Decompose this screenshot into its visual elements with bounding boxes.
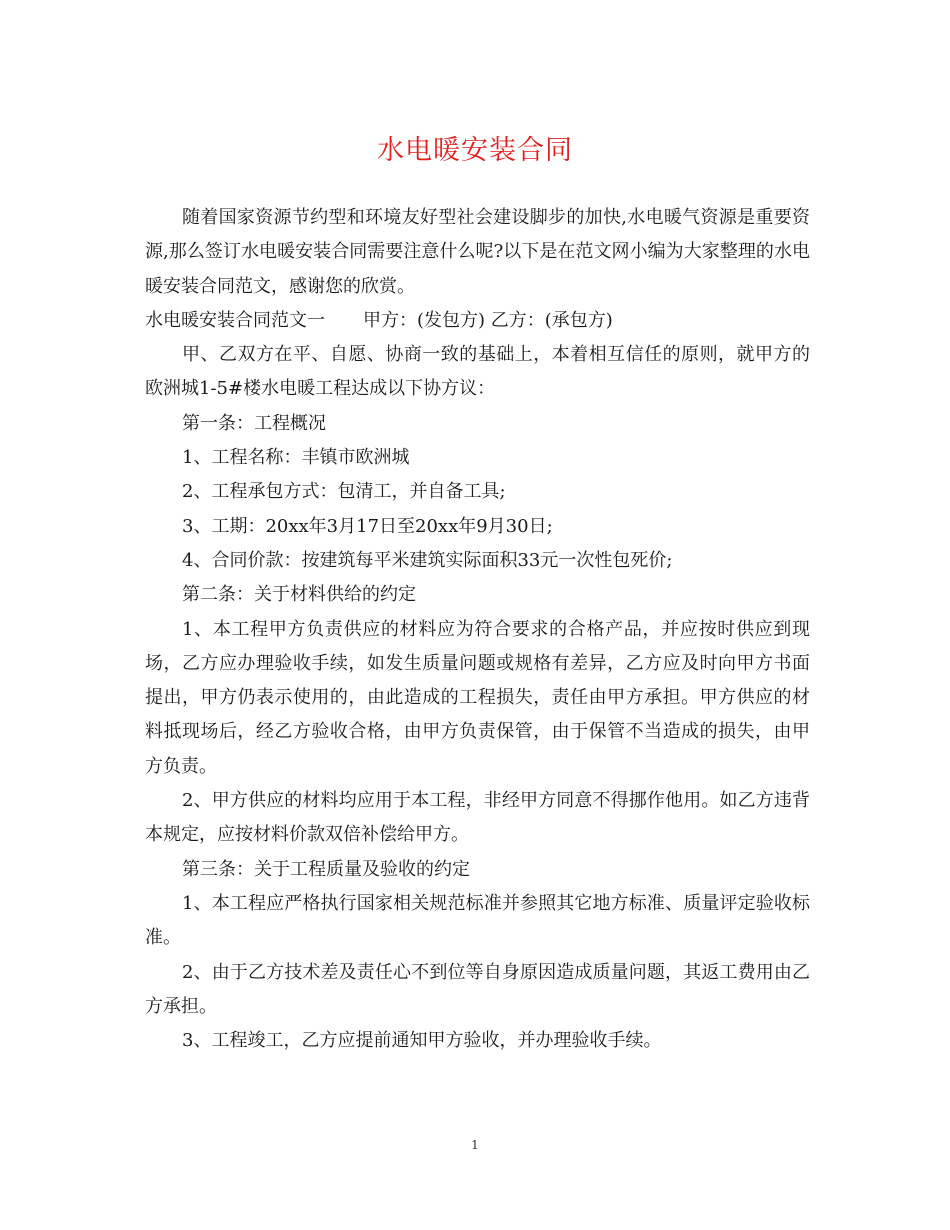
parties-line: 甲方：(发包方) 乙方：(承包方): [363, 309, 613, 331]
article-1-item: 2、工程承包方式：包清工，并自备工具;: [182, 481, 506, 503]
article-2-item: 1、本工程甲方负责供应的材料应为符合要求的合格产品，并应按时供应到现场，乙方应办理验收手续，如发生质量问题或规格有差异，乙方应及时向甲方书面提出，甲方仍表示使用的，由此造成的工程损失，责任由甲方承担。甲方供应的材料抵现场后，经乙方验收合格，由甲方负责保管，由于保管不当造成的损失，由甲方负责。: [145, 618, 810, 777]
article-2-item: 2、甲方供应的材料均应用于本工程，非经甲方同意不得挪作他用。如乙方违背本规定，应按材料价款双倍补偿给甲方。: [145, 790, 810, 846]
article-3-item: 1、本工程应严格执行国家相关规范标准并参照其它地方标准、质量评定验收标准。: [145, 892, 810, 949]
page-number: 1: [471, 1138, 479, 1152]
document-body: [145, 201, 810, 1058]
sample-heading-line: [145, 304, 810, 338]
article-3-title: 第三条：关于工程质量及验收的约定: [182, 858, 470, 880]
sample-heading: 水电暖安装合同范文一: [145, 309, 325, 331]
article-1-item: 4、合同价款：按建筑每平米建筑实际面积33元一次性包死价;: [182, 549, 673, 571]
article-2-title: 第二条：关于材料供给的约定: [182, 584, 416, 606]
intro-paragraph: 随着国家资源节约型和环境友好型社会建设脚步的加快,水电暖气资源是重要资源,那么签订水电暖安装合同需要注意什么呢?以下是在范文网小编为大家整理的水电暖安装合同范文，感谢您的欣赏。: [145, 207, 810, 297]
article-1-item: 1、工程名称：丰镇市欧洲城: [182, 447, 410, 469]
article-1-item: 3、工期：20xx年3月17日至20xx年9月30日;: [182, 515, 553, 537]
preamble-paragraph: 甲、乙双方在平、自愿、协商一致的基础上，本着相互信任的原则，就甲方的欧洲城1-5#楼水电暖工程达成以下协方议：: [145, 344, 810, 400]
article-3-item: 3、工程竣工，乙方应提前通知甲方验收，并办理验收手续。: [182, 1030, 662, 1052]
article-1-title: 第一条：工程概况: [182, 412, 326, 434]
document-title: 水电暖安装合同: [377, 135, 573, 166]
article-3-item: 2、由于乙方技术差及责任心不到位等自身原因造成质量问题，其返工费用由乙方承担。: [145, 961, 810, 1017]
